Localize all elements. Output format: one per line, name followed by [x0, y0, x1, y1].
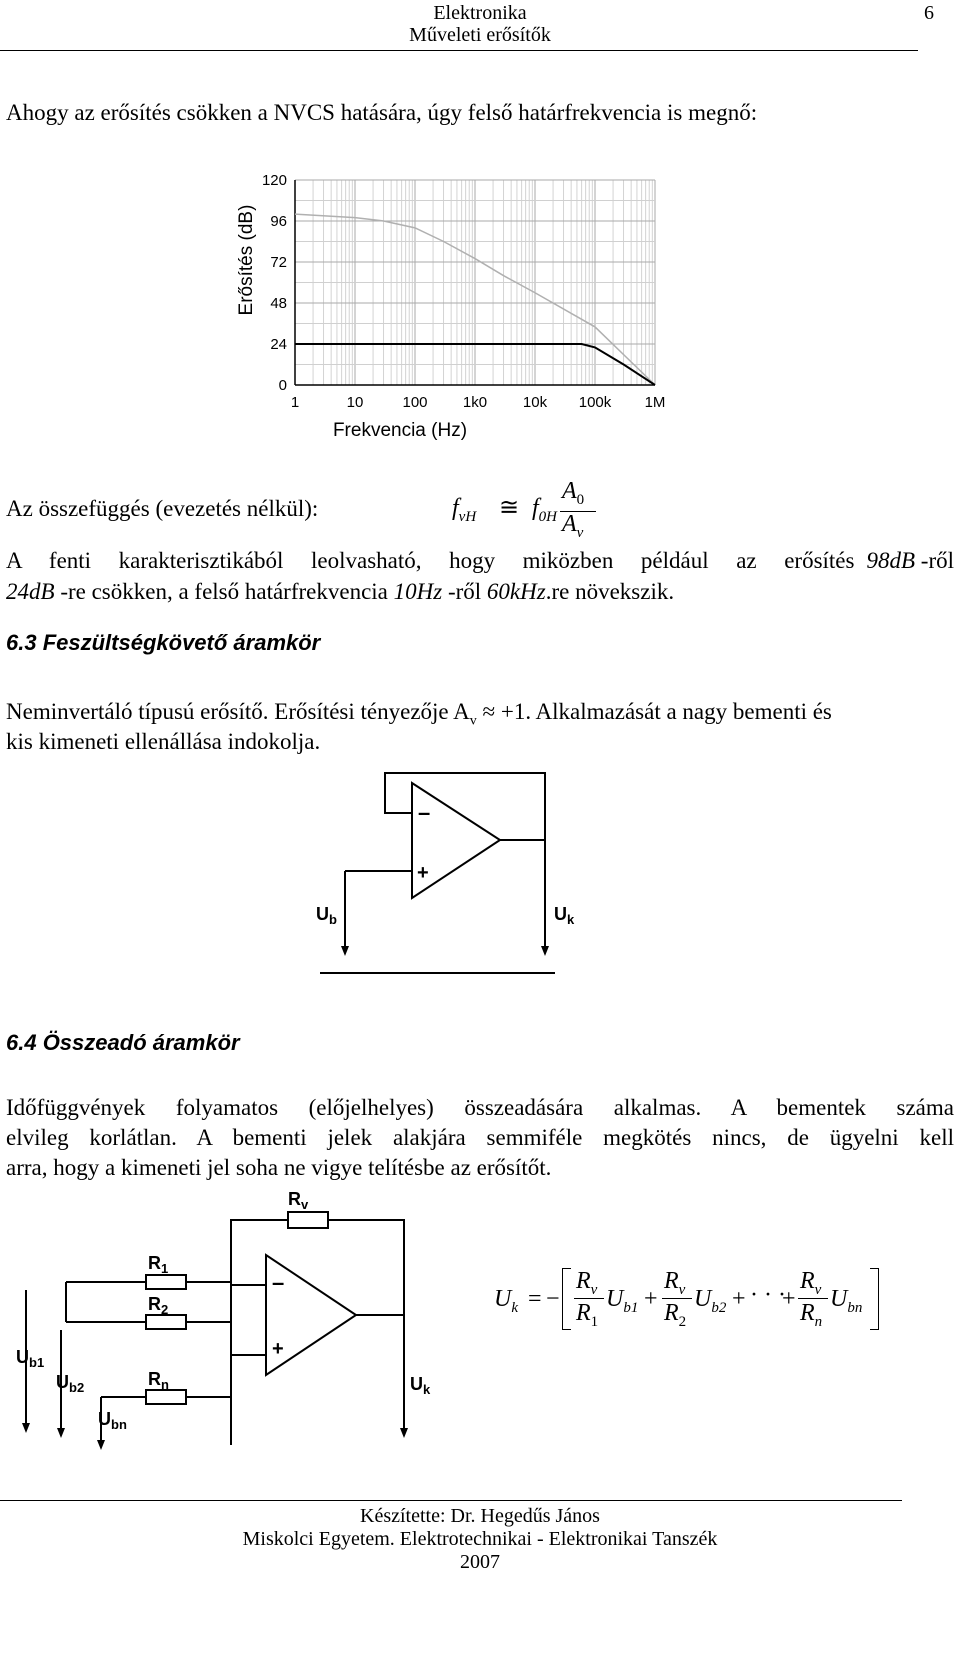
- label-rv: $R_v$: [288, 1189, 309, 1212]
- footer-rule: [0, 1500, 902, 1501]
- chart-xlabel: Frekvencia (Hz): [332, 420, 468, 441]
- chart-grid: [295, 180, 655, 385]
- s63-sub: v: [469, 713, 477, 729]
- page-number: 6: [924, 2, 934, 24]
- s63-text-b: ≈ +1. Alkalmazását a nagy bementi és: [476, 699, 832, 724]
- x-tick-label: 1: [290, 394, 300, 411]
- follower-ub: $U_b$: [316, 904, 337, 927]
- f2-lhs: U: [494, 1286, 512, 1312]
- label-r1: $R_1$: [148, 1253, 169, 1276]
- uk-arrowhead: [541, 946, 549, 956]
- header-title: Elektronika: [433, 2, 527, 24]
- para2-val1: 98dB: [866, 548, 916, 573]
- f2-bracket-left: [562, 1268, 571, 1330]
- footer-year: 2007: [460, 1551, 500, 1573]
- para2-line2: [6, 577, 954, 607]
- formula-num-sub: 0: [576, 491, 585, 508]
- chart-ylabel: Erősítés (dB): [236, 204, 257, 316]
- x-tick-label: 10: [346, 394, 364, 411]
- x-tick-label: 10k: [522, 394, 548, 411]
- section-64-line3: arra, hogy a kimeneti jel soha ne vigye telítésbe az erősítőt.: [6, 1155, 552, 1180]
- y-tick-label: 120: [261, 172, 287, 189]
- y-tick-label: 24: [270, 336, 287, 353]
- f2-lhs-sub: k: [511, 1299, 519, 1316]
- summing-amplifier-circuit: [6, 1185, 476, 1475]
- label-uk-sum: $U_k$: [410, 1374, 431, 1397]
- intro-text: Ahogy az erősítés csökken a NVCS hatására, úgy felső határfrekvencia is megnő:: [6, 100, 758, 125]
- sum-plus: +: [272, 1338, 284, 1360]
- section-64-title: 6.4 Összeadó áramkör: [6, 1030, 240, 1055]
- f2-minus: −: [546, 1286, 560, 1312]
- sum-minus: –: [272, 1270, 285, 1295]
- header-rule: [0, 50, 918, 51]
- r2-resistor: [146, 1315, 186, 1329]
- para2-suffix1: -ről: [920, 548, 954, 573]
- footer-institution: Miskolci Egyetem. Elektrotechnikai - Elektronikai Tanszék: [242, 1528, 718, 1550]
- formula-rhs-sub: 0H: [538, 508, 558, 525]
- x-tick-label: 1M: [644, 394, 666, 411]
- f2-eq: =: [528, 1286, 542, 1312]
- formula-num: A: [562, 478, 577, 504]
- para2-val2: 10Hz: [393, 579, 443, 604]
- follower-minus: –: [418, 800, 431, 825]
- chart-ticks: [262, 172, 665, 411]
- sum-feedback-right: [328, 1220, 404, 1315]
- follower-uk: $U_k$: [554, 904, 575, 927]
- section-63-title: 6.3 Feszültségkövető áramkör: [6, 630, 321, 655]
- voltage-follower-circuit: [300, 768, 600, 998]
- footer-author: Készítette: Dr. Hegedűs János: [360, 1505, 600, 1527]
- formula-den: A: [562, 511, 577, 537]
- para2-val3: 60kHz: [486, 579, 546, 604]
- ub-arrowhead: [341, 946, 349, 956]
- gain-frequency-chart: [220, 160, 680, 450]
- section-64-line1: Időfüggvények folyamatos (előjelhelyes) összeadására alkalmas. A bementek száma: [6, 1095, 954, 1120]
- x-tick-label: 1k0: [462, 394, 488, 411]
- x-tick-label: 100k: [578, 394, 612, 411]
- x-tick-label: 100: [402, 394, 428, 411]
- y-tick-label: 96: [270, 213, 287, 230]
- para2-c: .re növekszik.: [545, 579, 675, 604]
- follower-plus: +: [417, 862, 429, 884]
- formula-cutoff: [452, 478, 612, 543]
- para2-text: A fenti karakterisztikából leolvasható, hogy miközben például az erősítés: [6, 548, 855, 573]
- section-63-line2: kis kimeneti ellenállása indokolja.: [6, 729, 321, 754]
- s63-text-a: Neminvertáló típusú erősítő. Erősítési tényezője A: [6, 699, 470, 724]
- label-ub2: $U_{b2}$: [56, 1372, 85, 1395]
- para2-line1: [6, 546, 954, 576]
- label-r2: $R_2$: [148, 1294, 169, 1317]
- y-tick-label: 72: [270, 254, 287, 271]
- section-64-line2: elvileg korlátlan. A bementi jelek alakjára semmiféle megkötés nincs, de ügyelni kell: [6, 1125, 954, 1150]
- formula-den-sub: v: [576, 524, 584, 541]
- y-tick-label: 48: [270, 295, 287, 312]
- para2-b: -ről: [442, 579, 487, 604]
- para2-val0: 24dB: [6, 579, 55, 604]
- rn-resistor: [146, 1390, 186, 1404]
- formula-sum: $U_k$ = − $R_v$ $R_1$ $U_{b1}$ + $R_v$ $R_2$ $U_{b2}$ + · · · + $R_v$ $R_n$ $U_{bn}$: [494, 1262, 894, 1342]
- formula-lhs: f: [452, 495, 459, 521]
- rv-resistor: [288, 1212, 328, 1228]
- formula-intro: Az összefüggés (evezetés nélkül):: [6, 496, 319, 521]
- label-ubn: $U_{bn}$: [98, 1409, 127, 1432]
- para2-a: -re csökken, a felső határfrekvencia: [54, 579, 394, 604]
- formula-rhs: f: [532, 495, 539, 521]
- formula-approx: ≅: [499, 495, 520, 521]
- header-subtitle: Műveleti erősítők: [409, 24, 551, 46]
- y-tick-label: 0: [278, 377, 287, 394]
- label-rn: $R_n$: [148, 1369, 169, 1392]
- formula-lhs-sub: vH: [458, 508, 477, 525]
- f2-bracket-right: [870, 1268, 879, 1330]
- r1-resistor: [146, 1275, 186, 1289]
- feedback-wire: [385, 773, 545, 840]
- label-ub1: $U_{b1}$: [16, 1347, 45, 1370]
